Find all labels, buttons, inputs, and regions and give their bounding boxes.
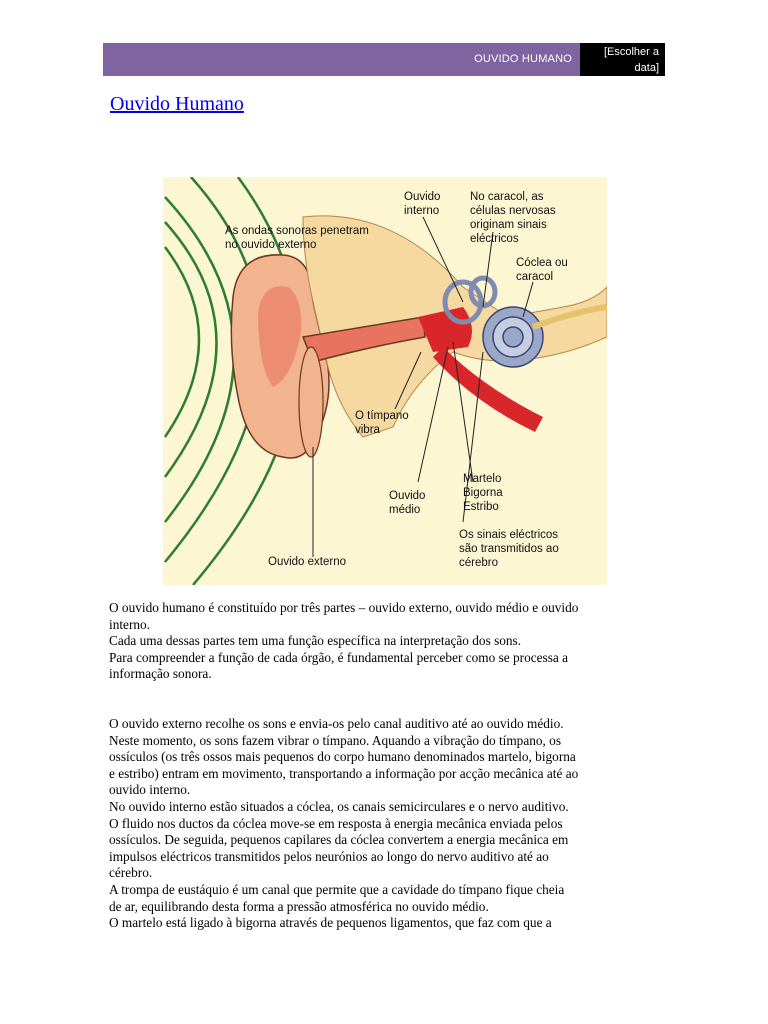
- paragraph-2: [109, 716, 661, 932]
- paragraph-1: [109, 600, 661, 683]
- label-caracol-1: No caracol, as: [470, 191, 544, 203]
- label-coclea-2: caracol: [516, 271, 554, 283]
- label-caracol-2: células nervosas: [470, 205, 556, 217]
- text-line: Para compreender a função de cada órgão, é fundamental perceber como se processa a: [109, 649, 569, 665]
- text-line: O ouvido externo recolhe os sons e envia-os pelo canal auditivo até ao ouvido médio.: [109, 715, 564, 731]
- body-text: [109, 600, 661, 932]
- ear-diagram: [163, 177, 607, 585]
- paragraph-gap: [109, 683, 661, 716]
- text-line: O fluido nos ductos da cóclea move-se em resposta à energia mecânica enviada pelos: [109, 815, 563, 831]
- label-ondas-1: As ondas sonoras penetram: [225, 225, 369, 237]
- label-timpano-2: vibra: [355, 424, 380, 436]
- header-bar: [103, 43, 580, 76]
- text-line: e estribo) entram em movimento, transportando a informação por acção mecânica até ao: [109, 765, 579, 781]
- label-interno-1: Ouvido: [404, 191, 441, 203]
- text-line: ossículos. De seguida, pequenos capilares da cóclea convertem a energia mecânica em: [109, 832, 569, 848]
- label-martelo-3: Estribo: [463, 501, 499, 513]
- text-line: O martelo está ligado à bigorna através de pequenos ligamentos, que faz com que a: [109, 915, 552, 931]
- date-placeholder-line2: data]: [634, 62, 659, 74]
- label-sinais-2: são transmitidos ao: [459, 543, 559, 555]
- page-title-link[interactable]: Ouvido Humano: [110, 93, 244, 115]
- label-sinais-3: cérebro: [459, 557, 498, 569]
- text-line: ouvido interno.: [109, 782, 191, 798]
- text-line: A trompa de eustáquio é um canal que permite que a cavidade do tímpano fique cheia: [109, 881, 565, 897]
- cochlea: [483, 307, 543, 367]
- text-line: interno.: [109, 616, 150, 632]
- label-caracol-4: eléctricos: [470, 233, 519, 245]
- label-coclea-1: Cóclea ou: [516, 257, 568, 269]
- header-title: OUVIDO HUMANO: [474, 53, 572, 65]
- text-line: ossículos (os três ossos mais pequenos do corpo humano denominados martelo, bigorna: [109, 749, 576, 765]
- text-line: de ar, equilibrando desta forma a pressão atmosférica no ouvido médio.: [109, 898, 489, 914]
- label-caracol-3: originam sinais: [470, 219, 547, 231]
- text-line: cérebro.: [109, 865, 153, 881]
- text-line: O ouvido humano é constituído por três partes – ouvido externo, ouvido médio e ouvido: [109, 600, 579, 615]
- label-externo: Ouvido externo: [268, 556, 346, 568]
- text-line: Neste momento, os sons fazem vibrar o tímpano. Aquando a vibração do tímpano, os: [109, 732, 561, 748]
- label-interno-2: interno: [404, 205, 440, 217]
- label-medio-2: médio: [389, 504, 421, 516]
- text-line: Cada uma dessas partes tem uma função específica na interpretação dos sons.: [109, 633, 522, 649]
- label-ondas-2: no ouvido externo: [225, 239, 317, 251]
- label-timpano-1: O tímpano: [355, 410, 409, 422]
- text-line: informação sonora.: [109, 666, 212, 682]
- label-sinais-1: Os sinais eléctricos: [459, 529, 559, 541]
- date-placeholder-line1: [Escolher a: [603, 46, 659, 58]
- date-placeholder[interactable]: [580, 43, 665, 76]
- label-medio-1: Ouvido: [389, 490, 426, 502]
- label-martelo-1: Martelo: [463, 473, 502, 485]
- label-martelo-2: Bigorna: [463, 487, 503, 499]
- text-line: impulsos eléctricos transmitidos pelos neurónios ao longo do nervo auditivo até ao: [109, 848, 549, 864]
- earlobe: [299, 347, 323, 457]
- text-line: No ouvido interno estão situados a cóclea, os canais semicirculares e o nervo auditivo.: [109, 798, 569, 814]
